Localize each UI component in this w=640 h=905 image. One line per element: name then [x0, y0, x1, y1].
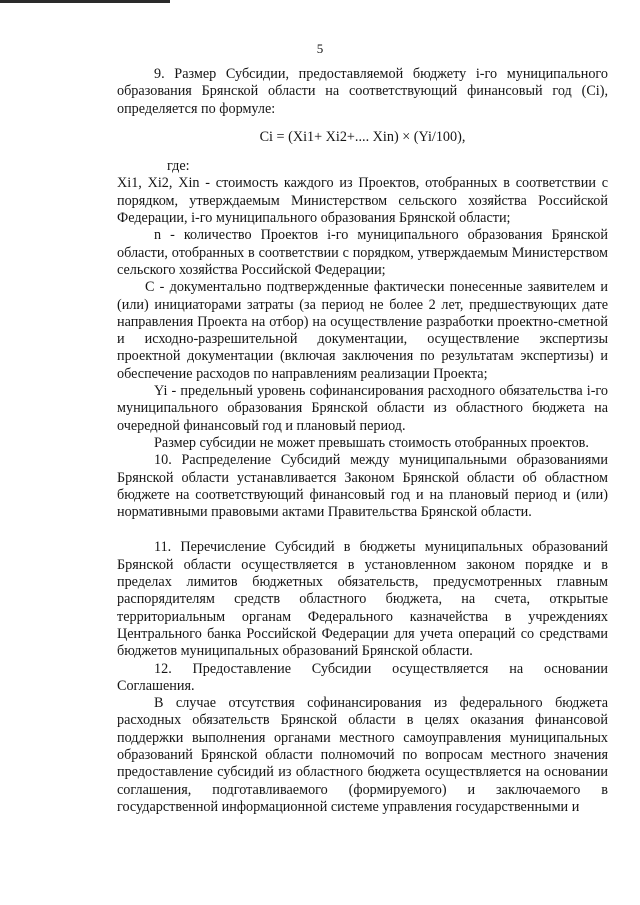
page-number: 5 — [316, 41, 324, 56]
subsidy-limit: Размер субсидии не может превышать стоимость отобранных проектов. — [154, 434, 589, 451]
paragraph-12-end: Соглашения. — [117, 677, 195, 694]
paragraph-12-word: Субсидии — [311, 660, 372, 677]
paragraph-12-word: 12. — [154, 660, 172, 677]
paragraph-11: 11. Перечисление Субсидий в бюджеты муниципальных образований Брянской области осуществляется в установленном законом порядке и в пределах лимитов бюджетных обязательств, предусмотренных главным распорядителям средств областного бюджета, на счета, открытые территориальным органам Федерального казначейства в учреждениях Центрального банка Российской Федерации для учета операций со средствами бюджетов муниципальных образований Брянской области. — [117, 539, 608, 660]
paragraph-10: 10. Распределение Субсидий между муниципальными образованиями Брянской области устанавливается Законом Брянской области об областном бюджете на соответствующий финансовый год и на плановый период и (или) нормативными правовыми актами Правительства Брянской области. — [117, 452, 608, 521]
formula: Ci = (Xi1+ Xi2+.... Xin) × (Yi/100), — [259, 128, 466, 145]
paragraph-12-word: основании — [543, 660, 608, 677]
definition-y: Yi - предельный уровень софинансирования расходного обязательства i-го муниципального образования Брянской области из областного бюджета на очередной финансовый год и плановый период. — [117, 383, 608, 434]
paragraph-12-word: на — [509, 660, 524, 677]
paragraph-12-word: Предоставление — [192, 660, 291, 677]
top-rule — [0, 0, 170, 3]
definition-x: Xi1, Xi2, Xin - стоимость каждого из Проектов, отобранных в соответствии с порядком, утверждаемым Министерством сельского хозяйства Российской Федерации, i-го муниципального образования Брянской области; — [117, 175, 608, 227]
document-body — [117, 66, 608, 816]
paragraph-12-continuation: В случае отсутствия софинансирования из федерального бюджета расходных обязательств Брянской области в целях оказания финансовой поддержки выполнения органами местного самоуправления муниципальных образований Брянской области полномочий по вопросам местного значения предоставление субсидий из областного бюджета осуществляется на основании соглашения, подготавливаемого (формируемого) и заключаемого в государственной информационной системе управления государственными и — [117, 695, 608, 815]
definition-c: С - документально подтвержденные фактически понесенные заявителем и (или) инициаторами затраты (за период не более 2 лет, предшествующих дате направления Проекта на отбор) на осуществление разработки проектно-сметной и исходно-разрешительной документации, осуществление экспертизы проектной документации (включая заключения по результатам экспертизы) и обеспечение расходов по направлениям реализации Проекта; — [117, 279, 608, 382]
paragraph-12-word: осуществляется — [392, 660, 489, 677]
where-label: где: — [167, 158, 190, 175]
definition-n: n - количество Проектов i-го муниципального образования Брянской области, отобранных в соответствии с порядком, утверждаемым Министерством сельского хозяйства Российской Федерации; — [117, 227, 608, 278]
paragraph-9: 9. Размер Субсидии, предоставляемой бюджету i-го муниципального образования Брянской области на соответствующий финансовый год (Ci), определяется по формуле: — [117, 66, 608, 117]
paragraph-12-first-line — [117, 661, 608, 678]
